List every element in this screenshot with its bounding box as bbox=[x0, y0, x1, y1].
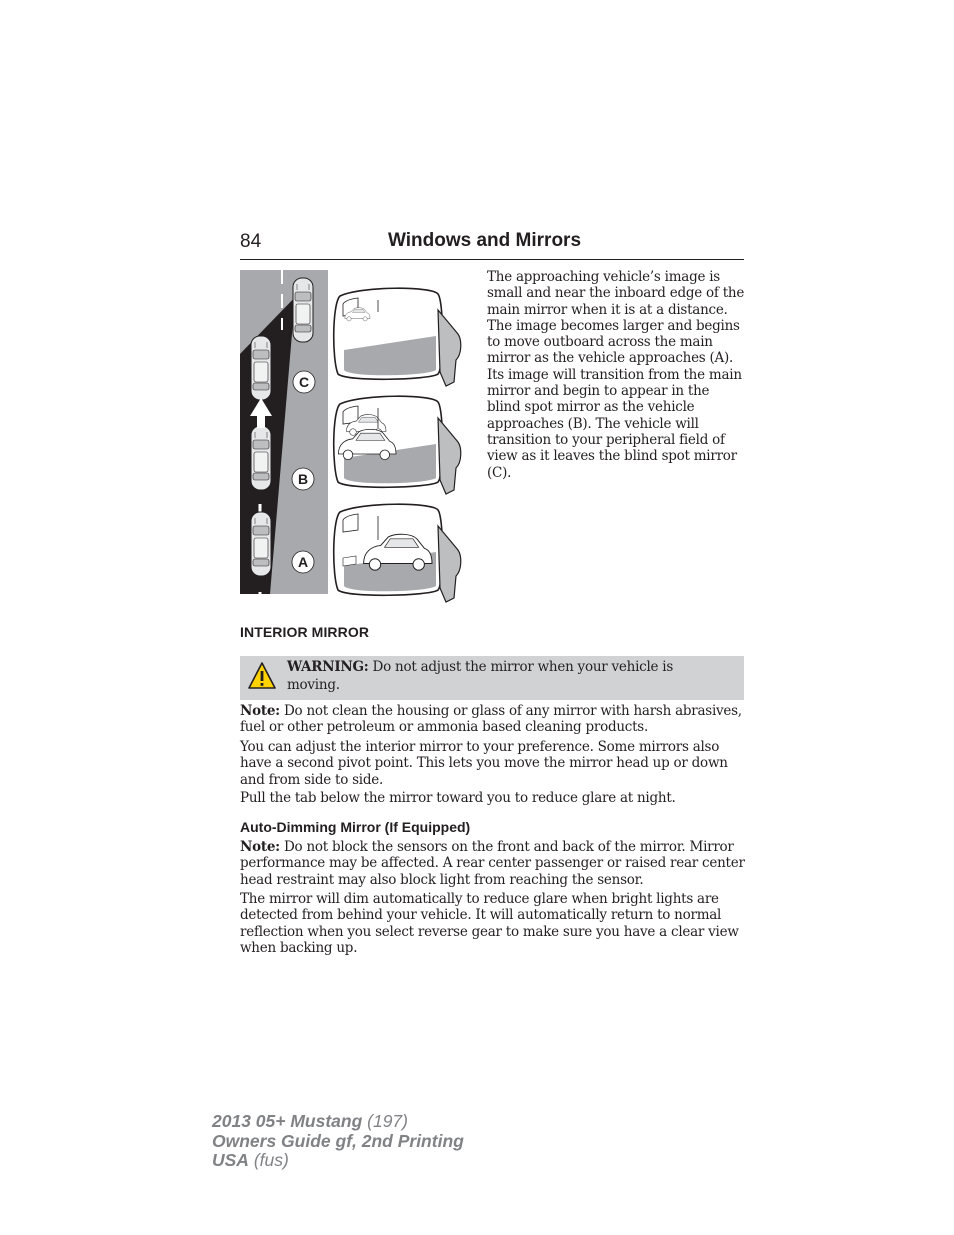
footer-line-3: USA (fus) bbox=[212, 1150, 289, 1170]
approaching-vehicle-c-icon bbox=[251, 336, 271, 400]
cleaning-note bbox=[240, 703, 746, 736]
page-header bbox=[240, 229, 744, 260]
approaching-vehicle-a-icon bbox=[251, 512, 271, 576]
mirror-b bbox=[334, 396, 461, 494]
label-b: B bbox=[297, 471, 309, 487]
mirror-c bbox=[334, 288, 461, 386]
glare-tab-paragraph: Pull the tab below the mirror toward you to reduce glare at night. bbox=[240, 790, 676, 806]
page-footer bbox=[212, 1112, 464, 1171]
adjust-paragraph: You can adjust the interior mirror to your preference. Some mirrors also have a second pivot point. This lets you move the mirror head up or down and from side to side. bbox=[240, 739, 728, 788]
warning-text bbox=[287, 659, 727, 694]
auto-dimming-heading: Auto-Dimming Mirror (If Equipped) bbox=[240, 819, 471, 835]
warning-body: Do not adjust the mirror when your vehicle is moving. bbox=[287, 659, 674, 693]
warning-label: WARNING: bbox=[287, 659, 369, 675]
note-label: Note: bbox=[240, 703, 280, 719]
approaching-vehicle-b-icon bbox=[251, 426, 271, 490]
warning-triangle-icon bbox=[247, 661, 277, 691]
label-c: C bbox=[298, 374, 310, 390]
section-title: Windows and Mirrors bbox=[388, 230, 582, 251]
warning-box bbox=[240, 656, 744, 700]
note-body: Do not clean the housing or glass of any mirror with harsh abrasives, fuel or other petroleum or ammonia based cleaning products. bbox=[240, 703, 742, 736]
own-vehicle-icon bbox=[293, 278, 313, 342]
footer-line-1: 2013 05+ Mustang (197) bbox=[212, 1111, 408, 1131]
note-label: Note: bbox=[240, 839, 280, 855]
note-body: Do not block the sensors on the front and back of the mirror. Mirror performance may be affected. A rear center passenger or raised rear center head restraint may also block light from reaching the sensor. bbox=[240, 839, 745, 888]
footer-line-2: Owners Guide gf, 2nd Printing bbox=[212, 1130, 464, 1151]
blind-spot-description: The approaching vehicle’s image is small and near the inboard edge of the main mirror when it is at a distance. The image becomes larger and begins to move outboard across the main mirror as the vehicle approaches (A). Its image will transition from the main mirror and begin to appear in the blind spot mirror as the vehicle approaches (B). The vehicle will transition to your peripheral field of view as it leaves the blind spot mirror (C). bbox=[487, 269, 745, 481]
sensor-note bbox=[240, 839, 746, 888]
label-a: A bbox=[297, 554, 309, 570]
blind-spot-illustration bbox=[240, 270, 480, 604]
page-number: 84 bbox=[240, 231, 262, 252]
interior-mirror-heading: INTERIOR MIRROR bbox=[240, 624, 370, 640]
mirror-a bbox=[334, 504, 461, 602]
blind-spot-mirror-figure bbox=[240, 270, 480, 604]
auto-dim-paragraph: The mirror will dim automatically to reduce glare when bright lights are detected from behind your vehicle. It will automatically return to normal reflection when you select reverse gear to make sure you have a clear view when backing up. bbox=[240, 891, 739, 956]
